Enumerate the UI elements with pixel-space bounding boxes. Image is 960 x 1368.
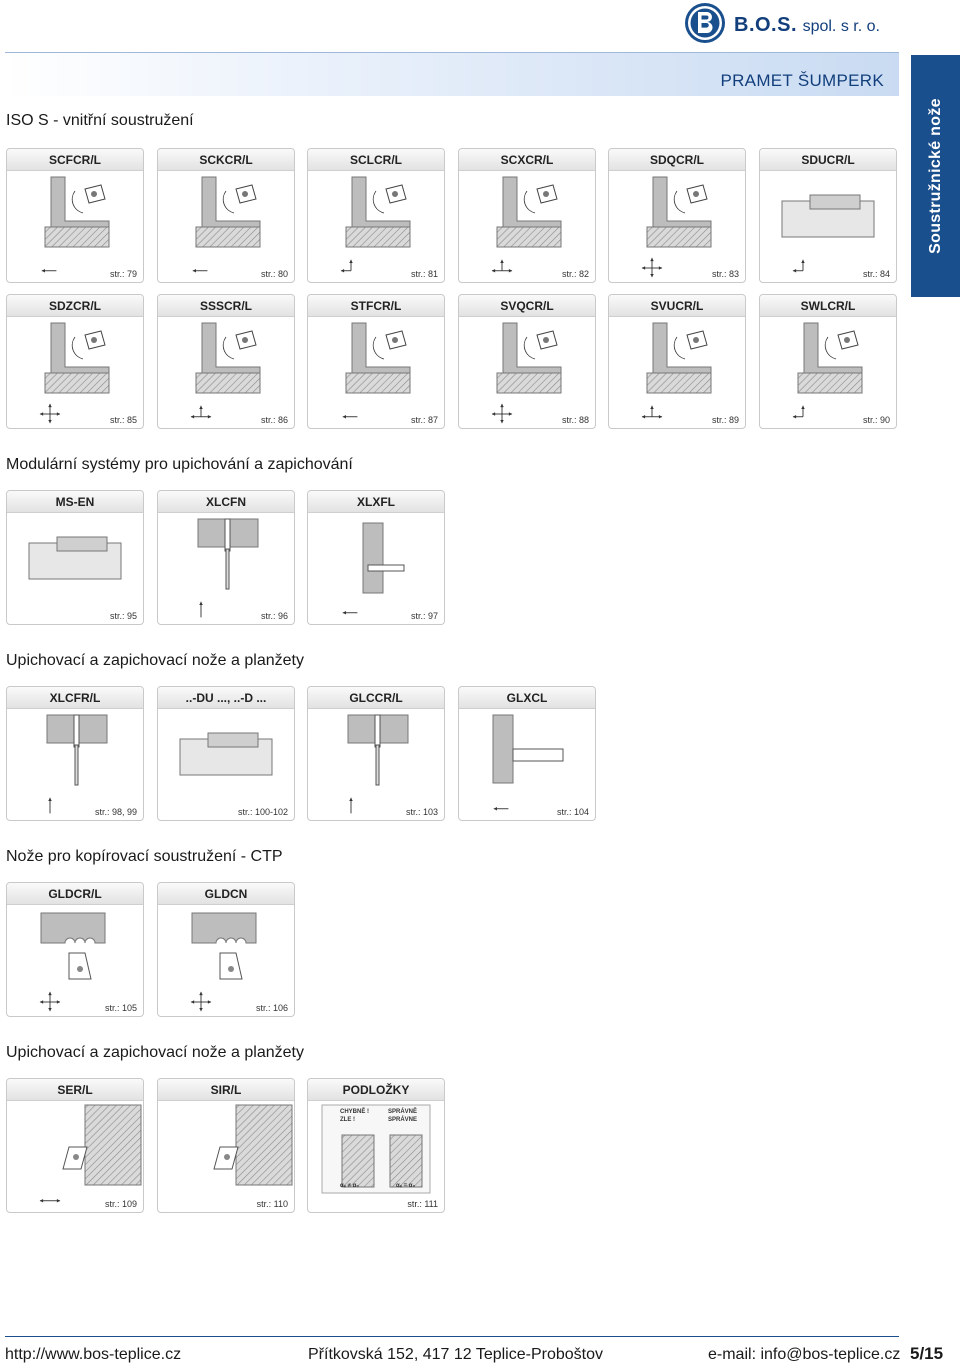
bos-logo-icon [684,2,726,44]
footer-email[interactable]: e-mail: info@bos-teplice.cz [708,1346,901,1363]
tool-card[interactable] [458,148,596,283]
tool-drawing-icon [158,1101,296,1197]
tool-drawing-icon [308,709,446,805]
washer-label: SPRÁVNĚ [388,1109,418,1115]
page-reference: str.: 98, 99 [94,807,137,817]
tool-card[interactable] [6,882,144,1017]
tool-name: PODLOŽKY [308,1079,444,1101]
motion-arrow-icon [338,257,364,279]
tool-drawing-icon [308,171,446,267]
motion-arrow-icon [790,403,816,425]
page-reference: str.: 89 [711,415,739,425]
tool-card[interactable] [157,148,295,283]
tool-drawing-icon [7,513,145,609]
page-reference: str.: 103 [405,807,438,817]
side-tab-label: Soustružnické nože [926,98,944,254]
page-reference: str.: 83 [711,269,739,279]
motion-arrow-icon [188,599,214,621]
tool-name: SCXCR/L [459,149,595,171]
motion-arrow-icon [188,991,214,1013]
page-reference: str.: 84 [862,269,890,279]
page-reference: str.: 81 [410,269,438,279]
tool-drawing-icon [308,1101,446,1197]
section-title: Nože pro kopírovací soustružení - CTP [6,848,283,865]
motion-arrow-icon [37,257,63,279]
tool-card[interactable] [458,294,596,429]
page-reference: str.: 80 [260,269,288,279]
tool-name: SDZCR/L [7,295,143,317]
tool-drawing-icon [760,317,898,413]
page-reference: str.: 109 [104,1199,137,1209]
tool-name: SVQCR/L [459,295,595,317]
tool-drawing-icon [158,317,296,413]
motion-arrow-icon [790,257,816,279]
page-reference: str.: 111 [407,1199,438,1209]
tool-card[interactable] [307,686,445,821]
motion-arrow-icon [37,991,63,1013]
page-reference: str.: 110 [256,1199,288,1209]
side-tab [911,55,960,297]
tool-name: ..-DU ..., ..-D ... [158,687,294,709]
motion-arrow-icon [639,403,665,425]
section-title: Modulární systémy pro upichování a zapichování [6,456,353,473]
washer-label: αₑ = α₀ [396,1183,416,1189]
tool-name: SCLCR/L [308,149,444,171]
motion-arrow-icon [37,403,63,425]
tool-name: XLXFL [308,491,444,513]
tool-name: GLXCL [459,687,595,709]
tool-name: SER/L [7,1079,143,1101]
page-reference: str.: 104 [556,807,589,817]
tool-drawing-icon [459,317,597,413]
tool-name: SCFCR/L [7,149,143,171]
page-reference: str.: 106 [255,1003,288,1013]
tool-card[interactable] [608,148,746,283]
tool-card[interactable] [157,490,295,625]
tool-name: XLCFR/L [7,687,143,709]
page-reference: str.: 96 [260,611,288,621]
footer-url[interactable]: http://www.bos-teplice.cz [5,1346,182,1363]
tool-card[interactable] [458,686,596,821]
tool-card[interactable] [157,1078,295,1213]
tool-name: SVUCR/L [609,295,745,317]
tool-name: SDUCR/L [760,149,896,171]
motion-arrow-icon [338,403,364,425]
tool-drawing-icon [308,317,446,413]
tool-drawing-icon [7,171,145,267]
washer-label: ZLE ! [340,1117,355,1123]
tool-card[interactable] [157,882,295,1017]
section-title: Upichovací a zapichovací nože a planžety [6,652,304,669]
header-rule [5,52,899,53]
washer-label: αₑ ≠ α₀ [340,1183,359,1189]
tool-card[interactable] [6,686,144,821]
page-reference: str.: 85 [109,415,137,425]
page-reference: str.: 97 [410,611,438,621]
tool-drawing-icon [459,171,597,267]
tool-drawing-icon [158,905,296,1001]
tool-drawing-icon [158,513,296,609]
motion-arrow-icon [489,403,515,425]
header-subtitle: PRAMET ŠUMPERK [720,71,884,90]
tool-name: MS-EN [7,491,143,513]
tool-card[interactable] [307,490,445,625]
tool-card[interactable] [759,148,897,283]
tool-card[interactable] [307,148,445,283]
motion-arrow-icon [37,795,63,817]
footer-address: Přítkovská 152, 417 12 Teplice-Proboštov [308,1346,603,1363]
page-number: 5/15 [910,1344,944,1363]
tool-name: SCKCR/L [158,149,294,171]
motion-arrow-icon [188,257,214,279]
tool-card[interactable] [6,1078,144,1213]
tool-card[interactable] [307,1078,445,1213]
tool-card[interactable] [608,294,746,429]
tool-card[interactable] [6,490,144,625]
tool-drawing-icon [7,317,145,413]
washer-label: CHYBNĚ ! [340,1109,370,1115]
tool-drawing-icon [308,513,446,609]
tool-drawing-icon [158,171,296,267]
tool-card[interactable] [759,294,897,429]
tool-drawing-icon [158,709,296,805]
page-reference: str.: 90 [862,415,890,425]
page-reference: str.: 86 [260,415,288,425]
page-reference: str.: 105 [104,1003,137,1013]
tool-name: SDQCR/L [609,149,745,171]
footer-rule [5,1336,899,1337]
tool-name: SWLCR/L [760,295,896,317]
tool-card[interactable] [6,294,144,429]
page-reference: str.: 95 [109,611,137,621]
motion-arrow-icon [489,257,515,279]
motion-arrow-icon [37,1187,63,1209]
tool-name: SSSCR/L [158,295,294,317]
tool-drawing-icon [459,709,597,805]
company-name: B.O.S. spol. s r. o. [734,14,880,36]
tool-drawing-icon [760,171,898,267]
tool-name: GLCCR/L [308,687,444,709]
page-reference: str.: 79 [109,269,137,279]
section-title: Upichovací a zapichovací nože a planžety [6,1044,304,1061]
page-reference: str.: 87 [410,415,438,425]
motion-arrow-icon [489,795,515,817]
tool-name: SIR/L [158,1079,294,1101]
motion-arrow-icon [338,599,364,621]
motion-arrow-icon [188,403,214,425]
tool-card[interactable] [6,148,144,283]
tool-name: GLDCN [158,883,294,905]
tool-card[interactable] [157,686,295,821]
motion-arrow-icon [338,795,364,817]
tool-name: XLCFN [158,491,294,513]
tool-drawing-icon [7,905,145,1001]
tool-drawing-icon [7,709,145,805]
tool-drawing-icon [7,1101,145,1197]
tool-name: STFCR/L [308,295,444,317]
page-reference: str.: 88 [561,415,589,425]
tool-drawing-icon [609,171,747,267]
tool-card[interactable] [307,294,445,429]
tool-name: GLDCR/L [7,883,143,905]
tool-drawing-icon [609,317,747,413]
washer-label: SPRÁVNE [388,1117,418,1123]
motion-arrow-icon [639,257,665,279]
page-reference: str.: 82 [561,269,589,279]
section-title: ISO S - vnitřní soustružení [6,112,194,129]
page-reference: str.: 100-102 [237,807,288,817]
tool-card[interactable] [157,294,295,429]
